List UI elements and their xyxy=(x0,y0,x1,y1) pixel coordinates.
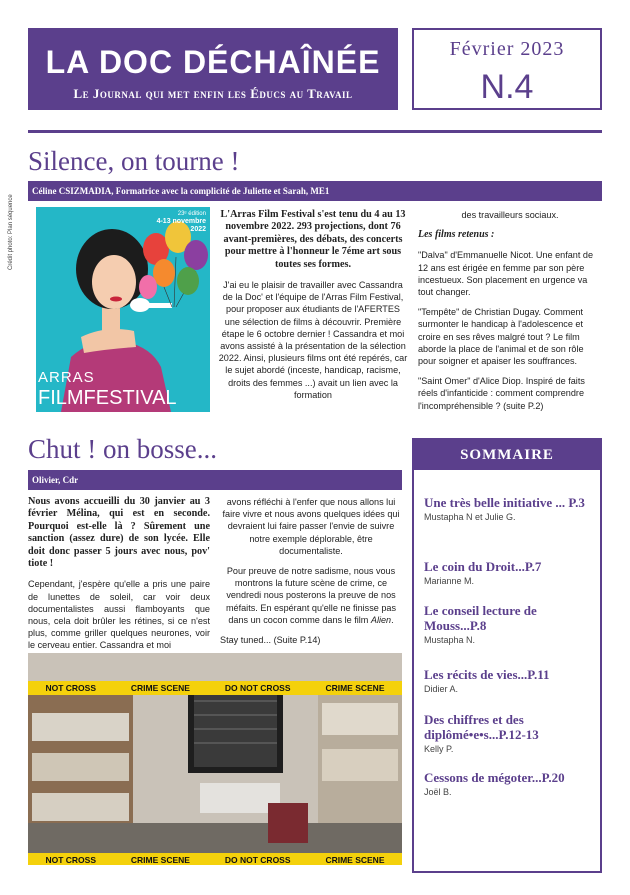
crime-tape-top xyxy=(28,681,402,695)
article2-col2-p2-start: Pour preuve de notre sadisme, nous vous montrons la future scène de crime, ce vendredi nous posterons la preuve de nos méfaits. En espérant qu'elle ne finisse pas dans un cocon comme dans le film xyxy=(225,566,397,625)
toc-item-author: Didier A. xyxy=(424,684,459,694)
toc-item-title: Une très belle initiative ... P.3 xyxy=(424,495,585,510)
poster-edition: 23ᵉ édition xyxy=(177,211,206,217)
article1-body: J'ai eu le plaisir de travailler avec Cassandra de la Doc' et l'équipe de l'Arras Film Festival, pour proposer aux étudiants de l'AFERTES une sélection de films à découvrir. Première étape le 6 octobre dernier ! Cassandra et moi avons assisté à la présentation de la sélection 2022. Ainsi, plusieurs films ont été repérés, car le sujet abordé (inceste, handicap, racisme, droits des femmes ...) avait un lien avec la formation xyxy=(218,280,408,400)
photo-credit: Crédit photo: Plan séquence xyxy=(8,194,14,270)
article2-body: Cependant, j'espère qu'elle a pris une paire de lunettes de soleil, car voir deux documentalistes aussi flamboyants que nous, cela doit brûler les rétines, si ce n'est plus, comme griller quelques neurones, voir le cerveau entier. Cassandra et moi xyxy=(28,579,210,651)
article2-col2-p2 xyxy=(220,565,402,626)
toc-item-title: Le coin du Droit...P.7 xyxy=(424,559,542,574)
toc-item-author: Mustapha N. xyxy=(424,635,476,645)
tape-text: CRIME SCENE xyxy=(130,683,190,693)
article1-headline: Silence, on tourne ! xyxy=(28,146,240,176)
article2-lead: Nous avons accueilli du 30 janvier au 3 février Mélina, qui est en seconde. Pourquoi est-elle là ? Sûrement une sanction (assez dure) de son lycée. Elle doit donc passer 5 jours avec nous, pov' tiote ! xyxy=(28,496,210,570)
tape-text: DO NOT CROSS xyxy=(224,683,291,693)
toc-item[interactable] xyxy=(424,603,592,645)
toc-item-title: Le conseil lecture de Mouss...P.8 xyxy=(424,603,537,633)
tape-text: DO NOT CROSS xyxy=(224,855,291,865)
poster-name-bottom: FILMFESTIVAL xyxy=(38,387,177,409)
article2-byline: Olivier, Cdr xyxy=(28,470,402,490)
toc-item-author: Joël B. xyxy=(424,787,452,797)
article1-col2-intro: des travailleurs sociaux. xyxy=(461,210,559,220)
article2-headline: Chut ! on bosse... xyxy=(28,434,217,464)
article2-col2-p2-end: . xyxy=(391,614,394,625)
article1-byline: Céline CSIZMADIA, Formatrice avec la complicité de Juliette et Sarah, ME1 xyxy=(28,181,602,201)
article2-col2-p3: Stay tuned... (Suite P.14) xyxy=(220,635,321,646)
film-dalva: "Dalva" d'Emmanuelle Nicot. Une enfant de 12 ans est érigée en femme par son père incestueux. Son placement en urgence va tout changer. xyxy=(418,250,594,298)
masthead-rule xyxy=(28,130,602,133)
issue-number: N.4 xyxy=(480,68,534,106)
toc-item[interactable] xyxy=(424,495,592,522)
alien-film-title: Alien xyxy=(370,614,392,625)
toc-item-author: Mustapha N et Julie G. xyxy=(424,512,516,522)
toc-item-title: Les récits de vies...P.11 xyxy=(424,667,550,682)
toc-item[interactable] xyxy=(424,559,592,586)
newspaper-subtitle: Le Journal qui met enfin les Éducs au Travail xyxy=(73,86,353,101)
article1-lead: L'Arras Film Festival s'est tenu du 4 au 13 novembre 2022. 293 projections, dont 76 avant-premières, des débats, des concerts pour mettre à l'honneur le 7éme art sous toutes ses formes. xyxy=(220,209,406,270)
film-saint-omer: "Saint Omer" d'Alice Diop. Inspiré de faits réels d'infanticide : comment comprendre l'incompréhensible ? (suite P.2) xyxy=(418,376,585,411)
festival-poster xyxy=(36,207,210,412)
toc-item-title: Des chiffres et des diplômé•e•s...P.12-13 xyxy=(424,712,539,742)
tape-text: NOT CROSS xyxy=(45,683,96,693)
toc-item-title: Cessons de mégoter...P.20 xyxy=(424,770,565,785)
films-heading: Les films retenus : xyxy=(418,229,495,241)
article2-column2 xyxy=(220,496,402,654)
toc-item[interactable] xyxy=(424,770,592,797)
toc-item-author: Kelly P. xyxy=(424,744,454,754)
tape-text: NOT CROSS xyxy=(45,855,96,865)
toc-item[interactable] xyxy=(424,667,592,694)
toc-item[interactable] xyxy=(424,712,592,754)
sommaire-heading: SOMMAIRE xyxy=(414,440,600,470)
poster-year: 2022 xyxy=(190,226,206,233)
poster-name-top: ARRAS xyxy=(38,369,95,386)
article2-column1 xyxy=(28,496,210,660)
issue-box xyxy=(412,28,602,110)
masthead-banner xyxy=(28,28,398,110)
crime-scene-photo xyxy=(28,653,402,865)
toc-item-author: Marianne M. xyxy=(424,576,475,586)
film-tempete: "Tempête" de Christian Dugay. Comment surmonter le handicap à l'adolescence et croire en ses rêves malgré tout ? Le film aborde la place de l'animal et de son rôle pour soigner et apaiser les souffrances. xyxy=(418,307,584,367)
poster-dates: 4-13 novembre xyxy=(156,218,206,225)
issue-date: Février 2023 xyxy=(449,38,565,60)
crime-tape-bottom xyxy=(28,853,402,865)
article2-col2-p1: avons réfléchi à l'enfer que nous allons lui faire vivre et nous avons quelques idées qui devraient lui faire passer l'envie de suivre notre exemple déplorable, être documentaliste. xyxy=(222,497,400,556)
tape-text: CRIME SCENE xyxy=(325,855,385,865)
table-of-contents xyxy=(412,438,602,873)
article1-column1 xyxy=(218,209,408,409)
newspaper-title: LA DOC DÉCHAÎNÉE xyxy=(45,44,381,80)
article1-column2 xyxy=(418,209,602,420)
tape-text: CRIME SCENE xyxy=(130,855,190,865)
tape-text: CRIME SCENE xyxy=(325,683,385,693)
